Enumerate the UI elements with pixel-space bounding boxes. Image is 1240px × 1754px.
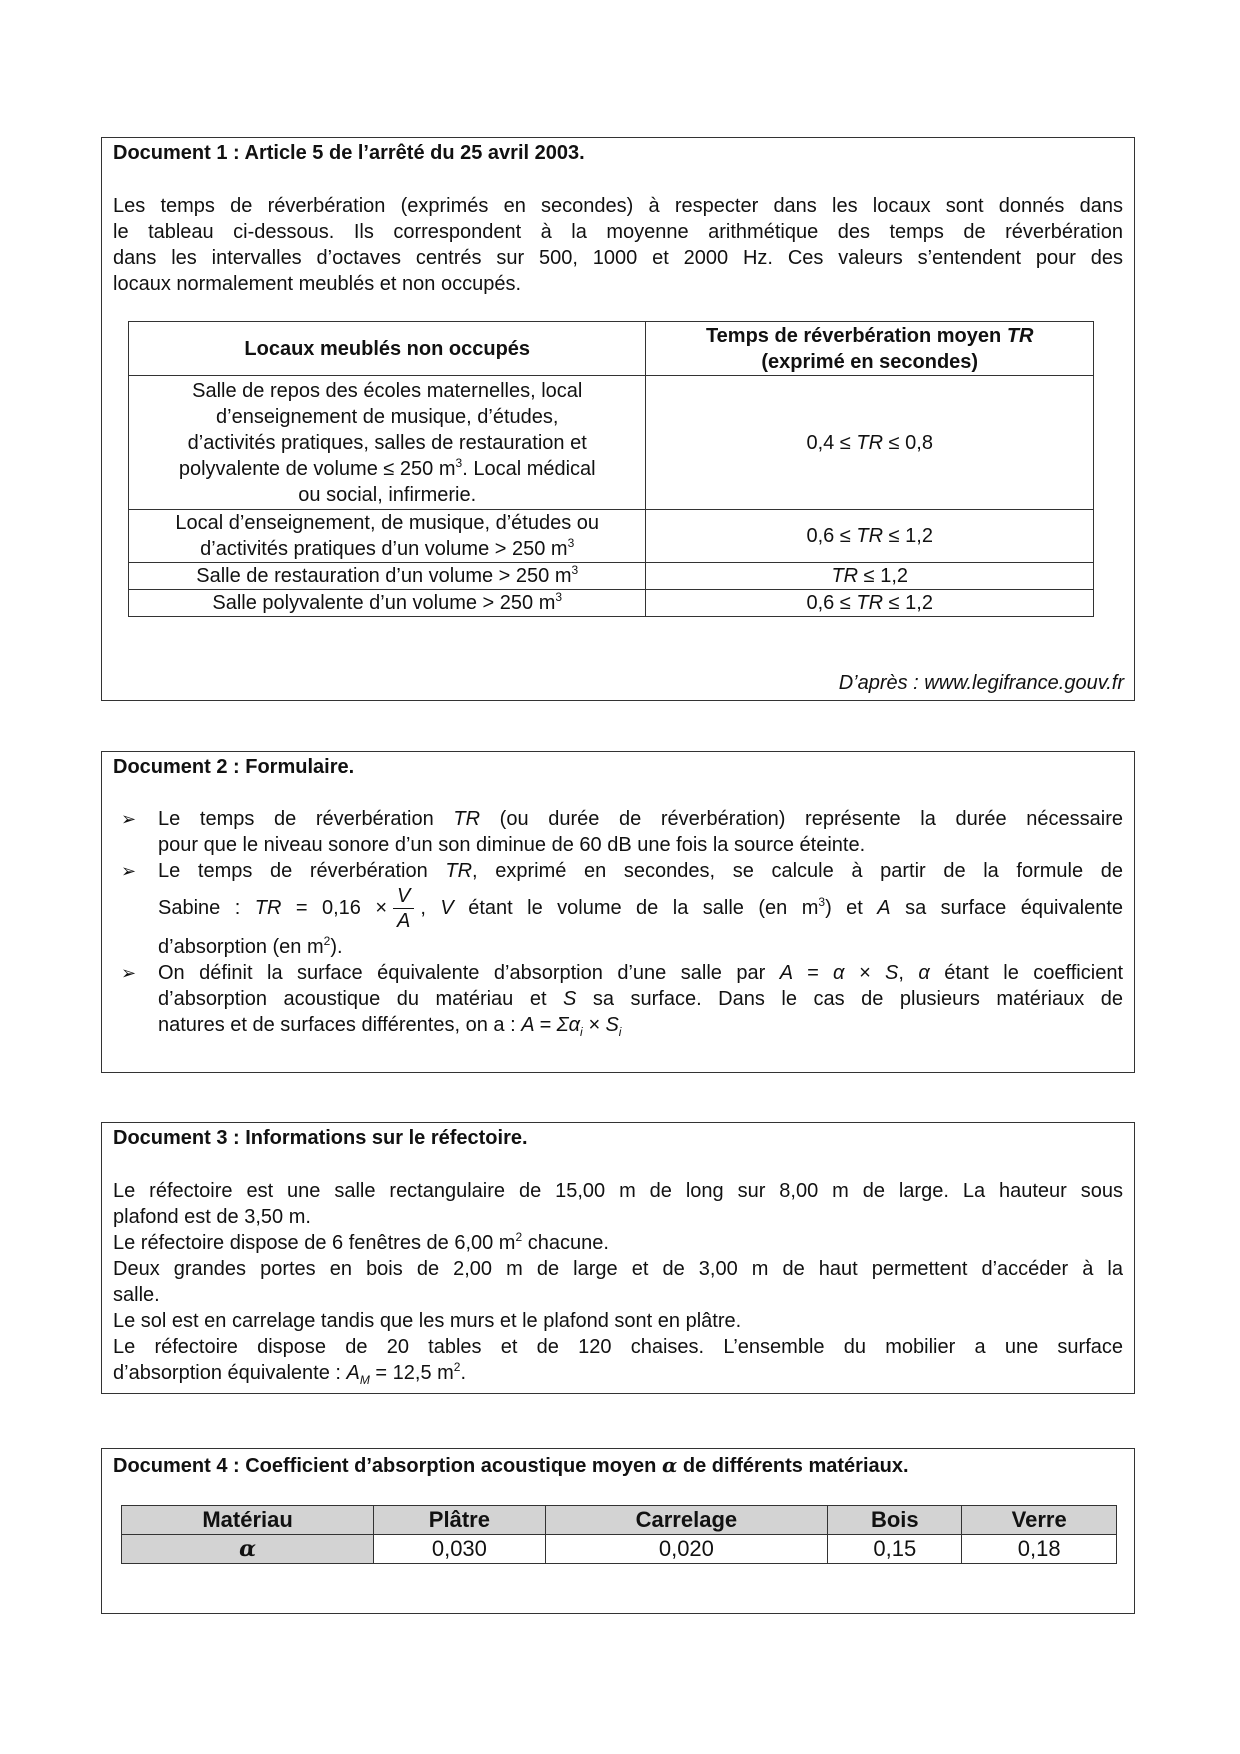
value-cell: 0,15 xyxy=(828,1535,962,1564)
table-header-row xyxy=(129,322,1094,376)
table-header-row xyxy=(122,1506,1117,1535)
tr-cell: 0,4 ≤ TR ≤ 0,8 xyxy=(646,376,1094,510)
table-row xyxy=(122,1535,1117,1564)
arrow-bullet-icon: ➢ xyxy=(121,861,137,881)
reverberation-table xyxy=(128,321,1094,617)
document-3-box xyxy=(101,1122,1135,1394)
table-row xyxy=(129,510,1094,563)
tr-cell: 0,6 ≤ TR ≤ 1,2 xyxy=(646,590,1094,617)
sabine-fraction: $\frac{V}{A}$ xyxy=(393,884,414,933)
header-locaux: Locaux meublés non occupés xyxy=(129,322,646,376)
locaux-cell: Local d’enseignement, de musique, d’études ou d’activités pratiques d’un volume > 250 $m^3$ xyxy=(129,510,646,563)
header-cell: Plâtre xyxy=(374,1506,545,1535)
document-2-box xyxy=(101,751,1135,1073)
header-cell: Verre xyxy=(962,1506,1117,1535)
header-cell: Matériau xyxy=(122,1506,374,1535)
document-4-title: Document 4 : Coefficient d’absorption acoustique moyen α de différents matériaux. xyxy=(113,1453,909,1477)
header-temps: Temps de réverbération moyen TR (exprimé en secondes) xyxy=(646,322,1094,376)
table-row xyxy=(129,376,1094,510)
locaux-cell: Salle de repos des écoles maternelles, local d’enseignement de musique, d’études, d’activités pratiques, salles de restauration et polyvalente de volume ≤ 250 $m^3$. Local médical ou social, infirmerie. xyxy=(129,376,646,510)
header-cell: Bois xyxy=(828,1506,962,1535)
document-1-paragraph xyxy=(113,193,1123,297)
header-cell: Carrelage xyxy=(545,1506,828,1535)
absorption-table xyxy=(121,1505,1117,1564)
document-1-box xyxy=(101,137,1135,701)
locaux-cell: Salle de restauration d’un volume > 250 $m^3$ xyxy=(129,563,646,590)
list-item: ➢ Le temps de réverbération TR (ou durée de réverbération) représente la durée nécessaire pour que le niveau sonore d’un son diminue de 60 dB une fois la source éteinte. xyxy=(121,808,1123,856)
paragraph-line: dans les intervalles d’octaves centrés sur 500, 1000 et 2000 Hz. Ces valeurs s’entendent pour des xyxy=(113,247,1123,269)
arrow-bullet-icon: ➢ xyxy=(121,963,137,983)
locaux-cell: Salle polyvalente d’un volume > 250 $m^3$ xyxy=(129,590,646,617)
row-label: α xyxy=(122,1535,374,1564)
table-row xyxy=(129,590,1094,617)
list-item: ➢ Le temps de réverbération TR, exprimé en secondes, se calcule à partir de la formule de Sabine : TR = 0,16 × $\frac{V}{A}$ , V étant le volume de la salle (en $m^3$) et A sa surface équivalente d’absorption (en $m^2$). xyxy=(121,860,1123,958)
document-3-title: Document 3 : Informations sur le réfectoire. xyxy=(113,1127,528,1149)
document-2-title: Document 2 : Formulaire. xyxy=(113,756,355,778)
value-cell: 0,030 xyxy=(374,1535,545,1564)
formula-list xyxy=(113,806,1123,1038)
table-row xyxy=(129,563,1094,590)
value-cell: 0,020 xyxy=(545,1535,828,1564)
value-cell: 0,18 xyxy=(962,1535,1117,1564)
source-credit: D’après : www.legifrance.gouv.fr xyxy=(838,672,1124,694)
arrow-bullet-icon: ➢ xyxy=(121,809,137,829)
list-item: ➢ On définit la surface équivalente d’absorption d’une salle par A = α × S, α étant le coefficient d’absorption acoustique du matériau et S sa surface. Dans le cas de plusieurs matériaux de natures et de surfaces différentes, on a : $A = \Sigma\alpha_i \times S_i$ xyxy=(121,962,1124,1039)
document-3-paragraph: Le réfectoire est une salle rectangulaire de 15,00 m de long sur 8,00 m de large. La hauteur sous plafond est de 3,50 m. Le réfectoire dispose de 6 fenêtres de 6,00 $m^2$ chacune. Deux grandes portes en bois de 2,00 m de large et de 3,00 m de haut permettent d’accéder à la salle. Le sol est en carrelage tandis que les murs et le plafond sont en plâtre. Le réfectoire dispose de 20 tables et de 120 chaises. L’ensemble du mobilier a une surface d’absorption équivalente : $A_M = 12,5$ $m^2$. xyxy=(113,1180,1123,1387)
tr-cell: TR ≤ 1,2 xyxy=(646,563,1094,590)
paragraph-line: Les temps de réverbération (exprimés en secondes) à respecter dans les locaux sont donnés dans xyxy=(113,195,1123,217)
paragraph-line: locaux normalement meublés et non occupés. xyxy=(113,273,522,295)
document-4-box xyxy=(101,1448,1135,1614)
paragraph-line: le tableau ci-dessous. Ils correspondent à la moyenne arithmétique des temps de réverbération xyxy=(113,221,1123,243)
tr-cell: 0,6 ≤ TR ≤ 1,2 xyxy=(646,510,1094,563)
document-1-title: Document 1 : Article 5 de l’arrêté du 25 avril 2003. xyxy=(113,142,585,164)
